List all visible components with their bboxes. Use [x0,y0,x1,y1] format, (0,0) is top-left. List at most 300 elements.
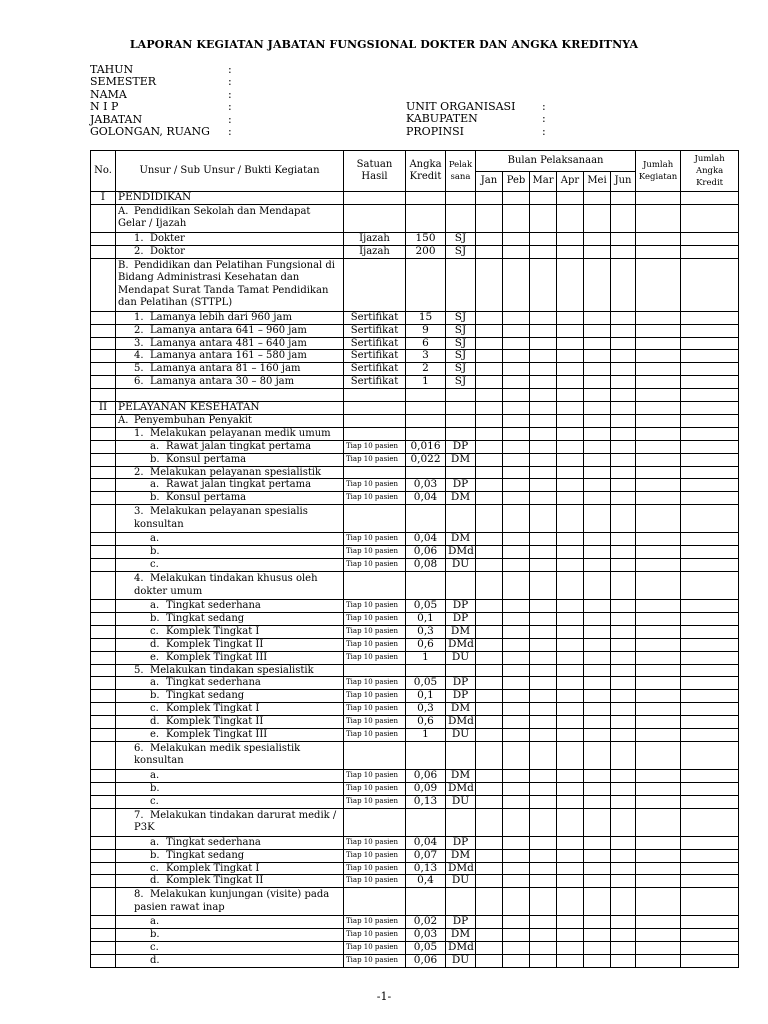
item-text: Tingkat sederhana [166,836,261,848]
empty-cell [344,192,406,205]
blank-row [91,389,739,402]
empty-cell [584,625,611,638]
table-row [91,888,739,916]
empty-cell [530,453,557,466]
item-text: Konsul pertama [166,492,247,504]
empty-cell [91,664,116,677]
empty-cell [476,875,503,888]
item-description [116,376,344,389]
empty-cell [611,690,636,703]
empty-cell [91,888,116,916]
angka-kredit: 15 [406,311,446,324]
empty-cell [681,492,739,505]
angka-kredit: 0,1 [406,690,446,703]
pelaksana: DM [446,533,476,546]
empty-cell [611,192,636,205]
empty-cell [476,888,503,916]
empty-cell [611,729,636,742]
empty-cell [681,389,739,402]
item-marker: 1. [134,427,144,439]
empty-cell [636,795,681,808]
col-header-month: Mei [584,171,611,192]
col-header-jumlah-angka-kredit: Jumlah Angka Kredit [681,151,739,192]
satuan-hasil: Tiap 10 pasien [344,440,406,453]
empty-cell [476,729,503,742]
empty-cell [503,929,530,942]
empty-cell [611,716,636,729]
satuan-hasil: Tiap 10 pasien [344,782,406,795]
empty-cell [681,337,739,350]
item-description [116,795,344,808]
satuan-hasil: Tiap 10 pasien [344,638,406,651]
table-row [91,836,739,849]
empty-cell [91,258,116,311]
empty-cell [636,638,681,651]
empty-cell [406,402,446,415]
empty-cell [611,888,636,916]
empty-cell [611,612,636,625]
empty-cell [91,729,116,742]
empty-cell [530,625,557,638]
satuan-hasil: Tiap 10 pasien [344,729,406,742]
satuan-hasil: Tiap 10 pasien [344,716,406,729]
empty-cell [503,862,530,875]
item-text: Melakukan kunjungan (visite) pada pasien rawat inap [134,889,330,913]
item-text: Lamanya antara 641 – 960 jam [150,324,307,336]
empty-cell [681,836,739,849]
empty-cell [681,651,739,664]
item-description [116,651,344,664]
pelaksana: DMd [446,942,476,955]
col-header-satuan: Satuan Hasil [344,151,406,192]
empty-cell [681,729,739,742]
item-text: Melakukan pelayanan spesialistik [150,466,322,478]
empty-cell [344,888,406,916]
empty-cell [91,376,116,389]
empty-cell [584,337,611,350]
empty-cell [91,204,116,232]
pelaksana: DM [446,625,476,638]
satuan-hasil: Tiap 10 pasien [344,559,406,572]
empty-cell [91,232,116,245]
empty-cell [557,651,584,664]
empty-cell [476,625,503,638]
pelaksana: DM [446,769,476,782]
pelaksana: DM [446,453,476,466]
empty-cell [611,955,636,968]
table-row [91,363,739,376]
table-row [91,808,739,836]
item-marker: b. [150,492,160,504]
angka-kredit: 0,04 [406,492,446,505]
empty-cell [557,625,584,638]
table-row [91,245,739,258]
angka-kredit: 0,1 [406,612,446,625]
empty-cell [584,703,611,716]
empty-cell [557,808,584,836]
empty-cell [584,414,611,427]
empty-cell [91,769,116,782]
item-marker: a. [150,836,160,848]
field-semester: SEMESTER : [90,75,232,89]
empty-cell [681,690,739,703]
empty-cell [91,572,116,600]
empty-cell [476,690,503,703]
empty-cell [584,389,611,402]
item-text: Lamanya lebih dari 960 jam [150,311,292,323]
item-marker: a. [150,440,160,452]
empty-cell [584,929,611,942]
item-marker: c. [150,862,159,874]
empty-cell [584,638,611,651]
empty-cell [91,414,116,427]
item-description [116,677,344,690]
item-description [116,955,344,968]
table-row [91,862,739,875]
pelaksana: DU [446,795,476,808]
satuan-hasil: Sertifikat [344,376,406,389]
empty-cell [584,466,611,479]
item-text: Melakukan tindakan spesialistik [150,664,314,676]
empty-cell [476,440,503,453]
empty-cell [530,795,557,808]
empty-cell [476,916,503,929]
item-marker: a. [150,533,160,545]
item-text: Melakukan tindakan khusus oleh dokter umum [134,573,318,597]
empty-cell [476,651,503,664]
empty-cell [557,204,584,232]
item-description [116,350,344,363]
empty-cell [406,505,446,533]
empty-cell [681,350,739,363]
empty-cell [584,533,611,546]
empty-cell [681,716,739,729]
empty-cell [344,258,406,311]
angka-kredit: 6 [406,337,446,350]
empty-cell [636,232,681,245]
empty-cell [636,258,681,311]
empty-cell [636,440,681,453]
empty-cell [530,427,557,440]
angka-kredit: 0,04 [406,533,446,546]
empty-cell [611,808,636,836]
empty-cell [344,505,406,533]
empty-cell [503,612,530,625]
empty-cell [584,862,611,875]
empty-cell [91,690,116,703]
empty-cell [446,888,476,916]
item-text: Melakukan pelayanan spesialis konsultan [134,506,308,530]
empty-cell [503,572,530,600]
empty-cell [611,862,636,875]
empty-cell [611,414,636,427]
item-marker: 3. [134,337,144,349]
item-description [116,782,344,795]
empty-cell [503,716,530,729]
empty-cell [557,782,584,795]
empty-cell [476,427,503,440]
empty-cell [530,888,557,916]
empty-cell [636,505,681,533]
empty-cell [611,546,636,559]
empty-cell [91,836,116,849]
item-marker: 1. [134,311,144,323]
satuan-hasil: Sertifikat [344,337,406,350]
col-header-no: No. [91,151,116,192]
satuan-hasil: Sertifikat [344,363,406,376]
empty-cell [584,690,611,703]
table-row [91,337,739,350]
empty-cell [530,690,557,703]
angka-kredit: 0,13 [406,862,446,875]
pelaksana: SJ [446,350,476,363]
table-row [91,572,739,600]
empty-cell [611,600,636,613]
empty-cell [636,955,681,968]
table-row [91,703,739,716]
empty-cell [503,389,530,402]
empty-cell [91,311,116,324]
empty-cell [530,232,557,245]
pelaksana: DP [446,690,476,703]
empty-cell [636,311,681,324]
empty-cell [557,402,584,415]
empty-cell [557,533,584,546]
empty-cell [611,232,636,245]
empty-cell [91,350,116,363]
table-row [91,414,739,427]
empty-cell [611,466,636,479]
empty-cell [91,955,116,968]
empty-cell [476,782,503,795]
empty-cell [681,363,739,376]
item-text: Lamanya antara 81 – 160 jam [150,363,301,375]
pelaksana: DU [446,729,476,742]
empty-cell [557,729,584,742]
empty-cell [503,741,530,769]
empty-cell [406,466,446,479]
empty-cell [636,492,681,505]
empty-cell [406,414,446,427]
empty-cell [91,466,116,479]
empty-cell [503,638,530,651]
table-row [91,690,739,703]
pelaksana: DP [446,677,476,690]
empty-cell [503,955,530,968]
empty-cell [636,690,681,703]
empty-cell [503,664,530,677]
empty-cell [476,572,503,600]
empty-cell [636,942,681,955]
empty-cell [530,929,557,942]
item-description [116,664,344,677]
empty-cell [530,376,557,389]
item-description [116,741,344,769]
empty-cell [476,703,503,716]
empty-cell [344,808,406,836]
empty-cell [530,703,557,716]
empty-cell [530,862,557,875]
item-text: Melakukan tindakan darurat medik / P3K [134,809,337,834]
empty-cell [503,795,530,808]
empty-cell [584,716,611,729]
satuan-hasil: Tiap 10 pasien [344,769,406,782]
empty-cell [681,453,739,466]
table-row [91,427,739,440]
item-marker: a. [150,600,160,612]
empty-cell [503,363,530,376]
empty-cell [476,533,503,546]
empty-cell [91,916,116,929]
empty-cell [446,414,476,427]
empty-cell [636,664,681,677]
empty-cell [681,600,739,613]
empty-cell [476,559,503,572]
empty-cell [584,916,611,929]
table-row [91,677,739,690]
empty-cell [557,258,584,311]
empty-cell [681,638,739,651]
empty-cell [557,836,584,849]
table-row [91,533,739,546]
header-left-fields [90,64,232,138]
angka-kredit: 0,06 [406,769,446,782]
item-marker: 2. [134,245,144,257]
empty-cell [503,492,530,505]
empty-cell [557,929,584,942]
empty-cell [503,849,530,862]
empty-cell [611,916,636,929]
field-unit-organisasi: UNIT ORGANISASI : [406,100,546,113]
item-marker: b. [150,849,160,861]
empty-cell [91,942,116,955]
empty-cell [503,703,530,716]
empty-cell [557,492,584,505]
empty-cell [557,192,584,205]
empty-cell [636,337,681,350]
empty-cell [681,311,739,324]
empty-cell [611,389,636,402]
empty-cell [503,808,530,836]
empty-cell [584,204,611,232]
empty-cell [406,389,446,402]
empty-cell [503,337,530,350]
empty-cell [91,703,116,716]
empty-cell [530,769,557,782]
item-text: Komplek Tingkat II [166,875,264,887]
empty-cell [344,466,406,479]
empty-cell [406,808,446,836]
empty-cell [557,505,584,533]
empty-cell [681,888,739,916]
angka-kredit: 0,022 [406,453,446,466]
empty-cell [530,808,557,836]
empty-cell [530,324,557,337]
empty-cell [636,836,681,849]
angka-kredit: 0,3 [406,625,446,638]
empty-cell [636,862,681,875]
item-description [116,572,344,600]
item-marker: b. [150,690,160,702]
empty-cell [636,389,681,402]
item-description [116,505,344,533]
field-propinsi: PROPINSI : [406,124,546,138]
empty-cell [344,389,406,402]
empty-cell [476,337,503,350]
satuan-hasil: Tiap 10 pasien [344,862,406,875]
table-row [91,849,739,862]
item-text: Komplek Tingkat I [166,703,260,715]
empty-cell [91,716,116,729]
empty-cell [636,782,681,795]
item-description [116,690,344,703]
empty-cell [530,350,557,363]
empty-cell [476,929,503,942]
empty-cell [476,612,503,625]
empty-cell [530,559,557,572]
col-header-bulan: Bulan Pelaksanaan [476,151,636,172]
col-header-month: Mar [530,171,557,192]
empty-cell [557,324,584,337]
empty-cell [476,453,503,466]
empty-cell [530,466,557,479]
table-row [91,664,739,677]
empty-cell [584,232,611,245]
item-marker: a. [150,479,160,491]
empty-cell [681,533,739,546]
section-number: I [91,192,116,205]
empty-cell [611,324,636,337]
table-row [91,350,739,363]
empty-cell [503,258,530,311]
table-row [91,440,739,453]
angka-kredit: 3 [406,350,446,363]
item-text: Lamanya antara 481 – 640 jam [150,337,307,349]
empty-cell [530,942,557,955]
empty-cell [406,427,446,440]
empty-cell [636,600,681,613]
empty-cell [446,808,476,836]
empty-cell [91,795,116,808]
angka-kredit: 0,09 [406,782,446,795]
empty-cell [681,612,739,625]
empty-cell [681,942,739,955]
empty-cell [91,505,116,533]
empty-cell [681,955,739,968]
table-row [91,505,739,533]
item-description [116,337,344,350]
item-description [116,716,344,729]
satuan-hasil: Sertifikat [344,350,406,363]
empty-cell [557,612,584,625]
empty-cell [530,572,557,600]
item-text: Konsul pertama [166,453,247,465]
empty-cell [557,453,584,466]
item-description [116,232,344,245]
empty-cell [636,716,681,729]
empty-cell [584,505,611,533]
satuan-hasil: Ijazah [344,232,406,245]
table-row [91,942,739,955]
item-text: Komplek Tingkat I [166,862,260,874]
empty-cell [636,414,681,427]
empty-cell [91,427,116,440]
item-text: Tingkat sederhana [166,677,261,689]
empty-cell [584,245,611,258]
empty-cell [530,245,557,258]
empty-cell [446,192,476,205]
satuan-hasil: Tiap 10 pasien [344,546,406,559]
